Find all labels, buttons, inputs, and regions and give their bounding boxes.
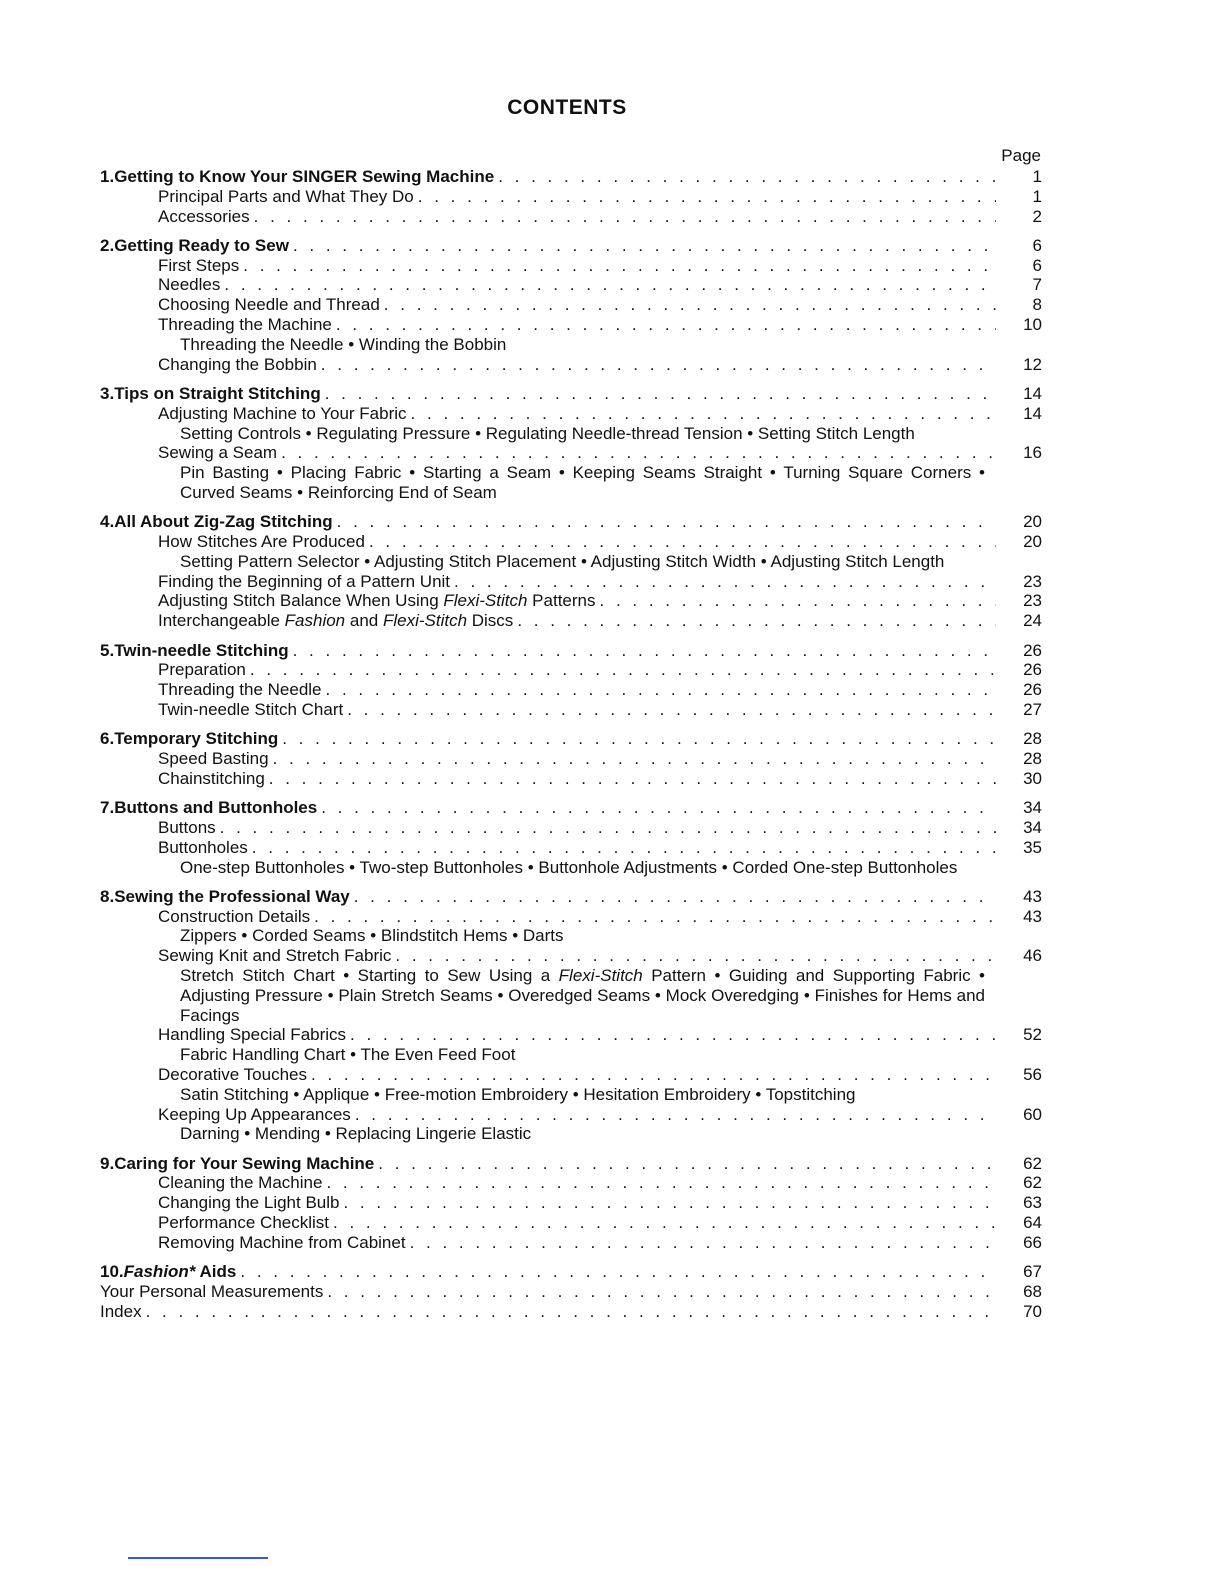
entry-label: Changing the Light Bulb <box>158 1193 340 1213</box>
toc-entry[interactable] <box>100 660 1042 680</box>
toc-entry[interactable] <box>100 1193 1042 1213</box>
page-number: 24 <box>1023 611 1042 631</box>
dot-leader <box>327 1282 996 1302</box>
entry-label: Your Personal Measurements <box>100 1281 324 1301</box>
dot-leader <box>254 207 996 227</box>
toc-entry[interactable] <box>100 1025 1042 1045</box>
page-number: 27 <box>1023 699 1042 719</box>
toc-entry[interactable] <box>100 443 1042 463</box>
entry-label: Caring for Your Sewing Machine <box>114 1153 375 1173</box>
toc-chapter[interactable] <box>100 1154 1042 1174</box>
dot-leader <box>343 1193 996 1213</box>
toc-subtopics: Setting Controls • Regulating Pressure • Regulating Needle-thread Tension • Setting Stitch Length <box>180 423 915 443</box>
page-number: 70 <box>1023 1301 1042 1321</box>
table-of-contents <box>100 167 1042 1322</box>
entry-label: Speed Basting <box>158 749 269 769</box>
toc-entry[interactable] <box>100 907 1042 927</box>
entry-label: Cleaning the Machine <box>158 1173 323 1193</box>
page-number: 60 <box>1023 1104 1042 1124</box>
toc-subtopics: Setting Pattern Selector • Adjusting Stitch Placement • Adjusting Stitch Width • Adjusting Stitch Length <box>180 551 945 571</box>
entry-label: Finding the Beginning of a Pattern Unit <box>158 571 451 591</box>
entry-label: All About Zig-Zag Stitching <box>114 512 333 532</box>
toc-subtopics: One-step Buttonholes • Two-step Buttonholes • Buttonhole Adjustments • Corded One-step Buttonholes <box>180 857 958 877</box>
dot-leader <box>273 749 996 769</box>
dot-leader <box>326 1173 996 1193</box>
dot-leader <box>321 798 996 818</box>
entry-label: Performance Checklist <box>158 1213 330 1233</box>
page-number: 2 <box>1032 206 1042 226</box>
toc-subtopics: Fabric Handling Chart • The Even Feed Foot <box>180 1045 516 1065</box>
dot-leader <box>250 660 996 680</box>
page-column-header: Page <box>1001 146 1041 165</box>
page-title: CONTENTS <box>507 96 627 119</box>
chapter-number: 4. <box>100 512 115 532</box>
dot-leader <box>336 315 996 335</box>
entry-label: Sewing Knit and Stretch Fabric <box>158 946 392 966</box>
toc-entry[interactable] <box>100 1065 1042 1085</box>
entry-label: Buttons <box>158 817 216 837</box>
entry-label: Adjusting Machine to Your Fabric <box>158 403 407 423</box>
toc-entry[interactable] <box>100 680 1042 700</box>
dot-leader <box>314 907 996 927</box>
dot-leader <box>269 769 996 789</box>
entry-label: Principal Parts and What They Do <box>158 186 414 206</box>
dot-leader <box>220 818 996 838</box>
chapter-number: 6. <box>100 729 115 749</box>
toc-chapter[interactable] <box>100 1262 1042 1282</box>
dot-leader <box>600 591 997 611</box>
toc-entry[interactable] <box>100 1105 1042 1125</box>
page-number: 62 <box>1023 1173 1042 1193</box>
page-number: 23 <box>1023 591 1042 611</box>
toc-subtopics: Darning • Mending • Replacing Lingerie Elastic <box>180 1124 532 1144</box>
chapter-number: 2. <box>100 235 115 255</box>
page-number: 26 <box>1023 660 1042 680</box>
toc-chapter[interactable] <box>100 729 1042 749</box>
entry-label: Needles <box>158 275 221 295</box>
entry-label: Handling Special Fabrics <box>158 1025 347 1045</box>
dot-leader <box>321 355 996 375</box>
bottom-rule <box>128 1557 268 1559</box>
toc-entry[interactable] <box>100 611 1042 631</box>
toc-entry[interactable] <box>100 187 1042 207</box>
page-number: 20 <box>1023 532 1042 552</box>
dot-leader <box>337 512 996 532</box>
toc-chapter[interactable] <box>100 798 1042 818</box>
dot-leader <box>454 572 996 592</box>
page-number: 28 <box>1023 729 1042 749</box>
entry-label: Twin-needle Stitching <box>114 640 289 660</box>
entry-label: Tips on Straight Stitching <box>114 383 321 403</box>
toc-subtopics: Pin Basting • Placing Fabric • Starting a Seam • Keeping Seams Straight • Turning Square Corners • Curved Seams • Reinforcing End of Seam <box>180 463 985 502</box>
chapter-number: 5. <box>100 640 115 660</box>
page-number: 46 <box>1023 946 1042 966</box>
entry-label: Temporary Stitching <box>114 729 279 749</box>
toc-entry[interactable] <box>100 275 1042 295</box>
page-number: 12 <box>1023 354 1042 374</box>
entry-label: Index <box>100 1301 142 1321</box>
toc-entry[interactable] <box>100 838 1042 858</box>
entry-label: Adjusting Stitch Balance When Using Flexi-Stitch Patterns <box>158 591 596 611</box>
entry-label: Interchangeable Fashion and Flexi-Stitch Discs <box>158 611 514 631</box>
entry-label: Choosing Needle and Thread <box>158 295 380 315</box>
dot-leader <box>517 611 996 631</box>
page-number: 26 <box>1023 640 1042 660</box>
dot-leader <box>243 256 996 276</box>
dot-leader <box>333 1213 996 1233</box>
toc-chapter[interactable] <box>100 167 1042 187</box>
dot-leader <box>378 1154 996 1174</box>
dot-leader <box>293 236 996 256</box>
toc-subtopics: Threading the Needle • Winding the Bobbin <box>180 334 507 354</box>
toc-entry[interactable] <box>100 1173 1042 1193</box>
page-number: 1 <box>1032 167 1042 186</box>
entry-label: Buttonholes <box>158 837 248 857</box>
entry-label: Preparation <box>158 660 246 680</box>
dot-leader <box>418 187 996 207</box>
dot-leader <box>355 1105 996 1125</box>
page-number: 66 <box>1023 1232 1042 1252</box>
toc-entry[interactable] <box>100 572 1042 592</box>
dot-leader <box>411 404 996 424</box>
entry-label: Twin-needle Stitch Chart <box>158 699 344 719</box>
toc-entry[interactable] <box>100 749 1042 769</box>
page-number: 10 <box>1023 315 1042 335</box>
dot-leader <box>347 700 996 720</box>
toc-subtopics: Satin Stitching • Applique • Free-motion Embroidery • Hesitation Embroidery • Topstitching <box>180 1084 856 1104</box>
page-number: 62 <box>1023 1153 1042 1173</box>
dot-leader <box>410 1233 996 1253</box>
dot-leader <box>281 443 996 463</box>
page-number: 8 <box>1032 295 1042 315</box>
entry-label: How Stitches Are Produced <box>158 532 365 552</box>
page-number: 28 <box>1023 749 1042 769</box>
page-number: 67 <box>1023 1262 1042 1282</box>
toc-chapter[interactable] <box>100 641 1042 661</box>
page-number: 30 <box>1023 768 1042 788</box>
dot-leader <box>224 275 996 295</box>
toc-entry[interactable] <box>100 591 1042 611</box>
page-number: 43 <box>1023 886 1042 906</box>
toc-subtopics: Zippers • Corded Seams • Blindstitch Hems • Darts <box>180 926 564 946</box>
toc-entry[interactable] <box>100 295 1042 315</box>
dot-leader <box>311 1065 996 1085</box>
dot-leader <box>326 680 996 700</box>
entry-label: Changing the Bobbin <box>158 354 317 374</box>
page-number: 63 <box>1023 1193 1042 1213</box>
toc-chapter[interactable] <box>100 512 1042 532</box>
page-number: 26 <box>1023 680 1042 700</box>
toc-entry[interactable] <box>100 532 1042 552</box>
toc-entry[interactable] <box>100 1213 1042 1233</box>
dot-leader <box>146 1302 996 1322</box>
dot-leader <box>282 729 996 749</box>
toc-chapter[interactable] <box>100 236 1042 256</box>
dot-leader <box>252 838 996 858</box>
page-number: 34 <box>1023 798 1042 818</box>
entry-label: Threading the Machine <box>158 315 332 335</box>
entry-label: Buttons and Buttonholes <box>114 798 318 818</box>
entry-label: Getting Ready to Sew <box>114 235 289 255</box>
toc-entry[interactable] <box>100 769 1042 789</box>
toc-entry[interactable] <box>100 818 1042 838</box>
entry-label: First Steps <box>158 255 240 275</box>
dot-leader <box>498 167 996 187</box>
dot-leader <box>240 1262 996 1282</box>
toc-chapter[interactable] <box>100 384 1042 404</box>
toc-entry[interactable] <box>100 946 1042 966</box>
page-number: 16 <box>1023 443 1042 463</box>
page-number: 43 <box>1023 906 1042 926</box>
entry-label: Construction Details <box>158 906 311 926</box>
dot-leader <box>354 887 996 907</box>
chapter-number: 7. <box>100 798 115 818</box>
chapter-number: 3. <box>100 383 115 403</box>
toc-entry[interactable] <box>100 404 1042 424</box>
entry-label: Decorative Touches <box>158 1064 307 1084</box>
dot-leader <box>293 641 996 661</box>
chapter-number: 9. <box>100 1153 115 1173</box>
page-number: 6 <box>1032 235 1042 255</box>
page-number: 20 <box>1023 512 1042 532</box>
page-number: 14 <box>1023 383 1042 403</box>
chapter-number: 1. <box>100 167 115 186</box>
page-number: 6 <box>1032 255 1042 275</box>
toc-entry[interactable] <box>100 355 1042 375</box>
toc-entry[interactable] <box>100 700 1042 720</box>
page-number: 14 <box>1023 403 1042 423</box>
dot-leader <box>350 1025 996 1045</box>
chapter-number: 10. <box>100 1262 124 1282</box>
dot-leader <box>384 295 996 315</box>
toc-entry[interactable] <box>100 207 1042 227</box>
toc-entry[interactable] <box>100 315 1042 335</box>
page-number: 68 <box>1023 1281 1042 1301</box>
chapter-number: 8. <box>100 886 115 906</box>
page-number: 34 <box>1023 817 1042 837</box>
toc-subtopics: Stretch Stitch Chart • Starting to Sew Using a Flexi-Stitch Pattern • Guiding and Supporting Fabric • Adjusting Pressure • Plain Stretch Seams • Overedged Seams • Mock Overedging • Finishes for Hems and Facings <box>180 965 986 1025</box>
page-number: 56 <box>1023 1064 1042 1084</box>
page-number: 35 <box>1023 837 1042 857</box>
toc-entry[interactable] <box>100 1233 1042 1253</box>
toc-chapter[interactable] <box>100 887 1042 907</box>
entry-label: Sewing the Professional Way <box>114 886 350 906</box>
dot-leader <box>325 384 996 404</box>
entry-label: Keeping Up Appearances <box>158 1104 351 1124</box>
entry-label: Fashion* Aids <box>123 1262 237 1282</box>
toc-entry[interactable] <box>100 1302 1042 1322</box>
entry-label: Chainstitching <box>158 768 265 788</box>
page-number: 23 <box>1023 571 1042 591</box>
page-number: 52 <box>1023 1025 1042 1045</box>
entry-label: Removing Machine from Cabinet <box>158 1232 406 1252</box>
entry-label: Getting to Know Your SINGER Sewing Machine <box>114 167 495 186</box>
toc-entry[interactable] <box>100 1282 1042 1302</box>
page-number: 1 <box>1032 186 1042 206</box>
toc-entry[interactable] <box>100 256 1042 276</box>
entry-label: Threading the Needle <box>158 680 322 700</box>
entry-label: Accessories <box>158 206 250 226</box>
entry-label: Sewing a Seam <box>158 443 278 463</box>
dot-leader <box>369 532 996 552</box>
page-number: 64 <box>1023 1213 1042 1233</box>
page-number: 7 <box>1032 275 1042 295</box>
dot-leader <box>395 946 996 966</box>
